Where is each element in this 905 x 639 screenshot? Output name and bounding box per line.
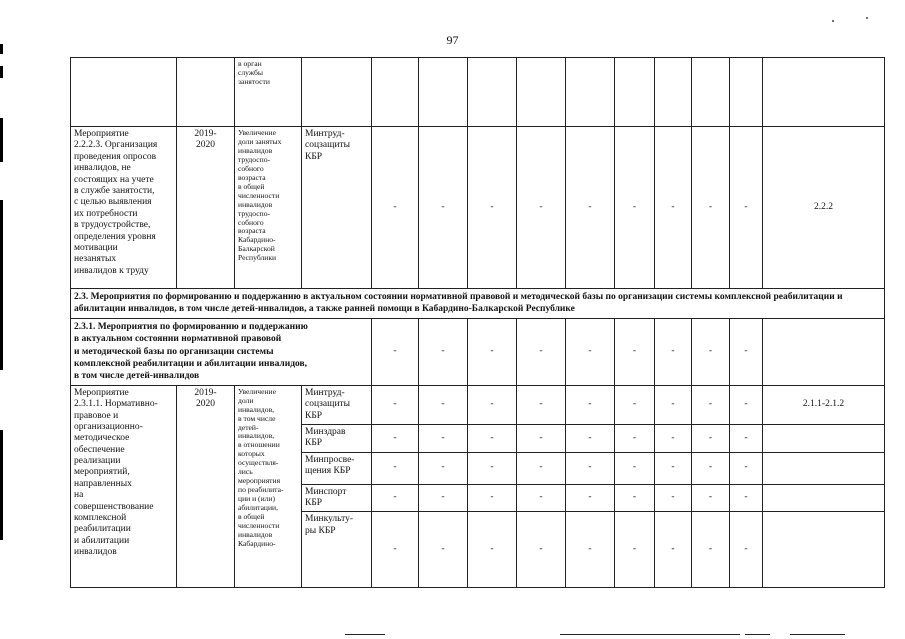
section-heading-row [71, 289, 885, 319]
value-cell: - [372, 424, 419, 452]
value-cell: - [468, 319, 517, 386]
value-cell: - [692, 424, 730, 452]
scan-edge-mark [0, 118, 3, 162]
event-cell [71, 58, 177, 127]
scan-line [745, 634, 770, 635]
value-cell: - [655, 452, 692, 484]
indicator-cell [763, 452, 885, 484]
result-cell: в орган службы занятости [235, 58, 302, 127]
value-cell: - [372, 512, 419, 588]
value-cell: - [419, 127, 468, 289]
value-cell: - [692, 484, 730, 512]
event-title: Мероприятие 2.3.1.1. Нормативно- правовое и организационно- методическое обеспечение реализации мероприятий, направленных на совершенствование комплексной реабилитации и абилитации инвалидов [71, 385, 177, 588]
value-cell: - [468, 452, 517, 484]
value-cell: - [730, 385, 763, 424]
value-cell: - [692, 385, 730, 424]
value-cell: - [615, 452, 655, 484]
value-cell: - [615, 424, 655, 452]
scan-line [560, 634, 740, 635]
value-cell: - [730, 127, 763, 289]
event-result: Увеличение доли занятых инвалидов трудоспо- собного возраста в общей численности инвалидов трудоспо- собного возраста Кабардино- Балкарской Республики [235, 127, 302, 289]
indicator-code: 2.1.1-2.1.2 [763, 385, 885, 424]
section-heading: 2.3. Мероприятия по формированию и поддержанию в актуальном состоянии нормативной правовой и методической базы по организации системы комплексной реабилитации и абилитации инвалидов, в том числе детей-инвалидов, а также ранней помощи в Кабардино-Балкарской Республике [71, 289, 885, 319]
indicator-cell [763, 424, 885, 452]
value-cell: - [730, 319, 763, 386]
value-cell: - [615, 385, 655, 424]
indicator-cell [763, 319, 885, 386]
executor-minkult: Минкульту- ры КБР [302, 512, 372, 588]
years-cell [177, 58, 235, 127]
value-cell: - [468, 512, 517, 588]
indicator-cell [763, 512, 885, 588]
value-cell: - [655, 319, 692, 386]
value-cell: - [730, 424, 763, 452]
value-cell: - [517, 385, 566, 424]
value-cell: - [655, 424, 692, 452]
value-cell: - [468, 484, 517, 512]
table-row [71, 58, 885, 127]
value-cell: - [566, 424, 615, 452]
value-cell: - [419, 452, 468, 484]
value-cell: - [566, 319, 615, 386]
value-cell: - [517, 424, 566, 452]
value-cell: - [730, 512, 763, 588]
value-cell: - [730, 452, 763, 484]
value-cell: - [566, 385, 615, 424]
value-cell: - [517, 484, 566, 512]
value-cell: - [517, 452, 566, 484]
value-cell: - [372, 484, 419, 512]
event-years: 2019- 2020 [177, 385, 235, 588]
value-cell: - [692, 127, 730, 289]
executor-minzdrav: Минздрав КБР [302, 424, 372, 452]
indicator-cell [763, 484, 885, 512]
value-cell: - [517, 127, 566, 289]
event-years: 2019- 2020 [177, 127, 235, 289]
value-cell: - [468, 385, 517, 424]
value-cell: - [419, 424, 468, 452]
value-cell: - [566, 452, 615, 484]
value-cell: - [566, 512, 615, 588]
value-cell: - [517, 512, 566, 588]
value-cell: - [517, 319, 566, 386]
value-cell: - [692, 512, 730, 588]
scan-edge-mark [0, 200, 3, 370]
value-cell: - [655, 385, 692, 424]
event-result: Увеличение доли инвалидов, в том числе детей- инвалидов, в отношении которых осуществля- лись мероприятия по реабилита- ции и (или) абилитации, в общей численности инвалидов Кабардино- [235, 385, 302, 588]
scan-edge-mark [0, 44, 3, 54]
value-cell: - [468, 127, 517, 289]
value-cell: - [615, 319, 655, 386]
scan-speck [832, 20, 834, 22]
value-cell: - [655, 484, 692, 512]
value-cell: - [615, 512, 655, 588]
value-cell: - [655, 512, 692, 588]
executor-mintrud: Минтруд- соцзащиты КБР [302, 385, 372, 424]
value-cell: - [730, 484, 763, 512]
executor-minprosv: Минпросве- щения КБР [302, 452, 372, 484]
scan-edge-mark [0, 66, 3, 78]
subsection-row [71, 319, 885, 386]
value-cell: - [566, 484, 615, 512]
event-title: Мероприятие 2.2.2.3. Организация проведения опросов инвалидов, не состоящих на учете в службе занятости, с целью выявления их потребности в трудоустройстве, определения уровня мотивации незанятых инвалидов к труду [71, 127, 177, 289]
value-cell: - [372, 319, 419, 386]
value-cell: - [692, 452, 730, 484]
indicator-code: 2.2.2 [763, 127, 885, 289]
value-cell: - [468, 424, 517, 452]
value-cell: - [615, 484, 655, 512]
value-cell: - [655, 127, 692, 289]
value-cell: - [372, 385, 419, 424]
value-cell: - [615, 127, 655, 289]
subsection-heading: 2.3.1. Мероприятия по формированию и поддержанию в актуальном состоянии нормативной правовой и методической базы по организации системы комплексной реабилитации и абилитации инвалидов, в том числе детей-инвалидов [71, 319, 372, 386]
executor-minsport: Минспорт КБР [302, 484, 372, 512]
scan-line [790, 634, 845, 635]
value-cell: - [692, 319, 730, 386]
value-cell: - [372, 127, 419, 289]
value-cell: - [419, 385, 468, 424]
executor-cell [302, 58, 372, 127]
value-cell: - [419, 319, 468, 386]
program-table [70, 57, 885, 588]
scan-speck [866, 17, 868, 19]
table-row [71, 127, 885, 289]
page-number: 97 [446, 33, 459, 47]
value-cell: - [566, 127, 615, 289]
table-row [71, 385, 885, 424]
value-cell: - [419, 484, 468, 512]
scan-edge-mark [0, 430, 3, 540]
scan-line [345, 634, 385, 635]
value-cell: - [372, 452, 419, 484]
event-executor: Минтруд- соцзащиты КБР [302, 127, 372, 289]
value-cell: - [419, 512, 468, 588]
indicator-cell [763, 58, 885, 127]
